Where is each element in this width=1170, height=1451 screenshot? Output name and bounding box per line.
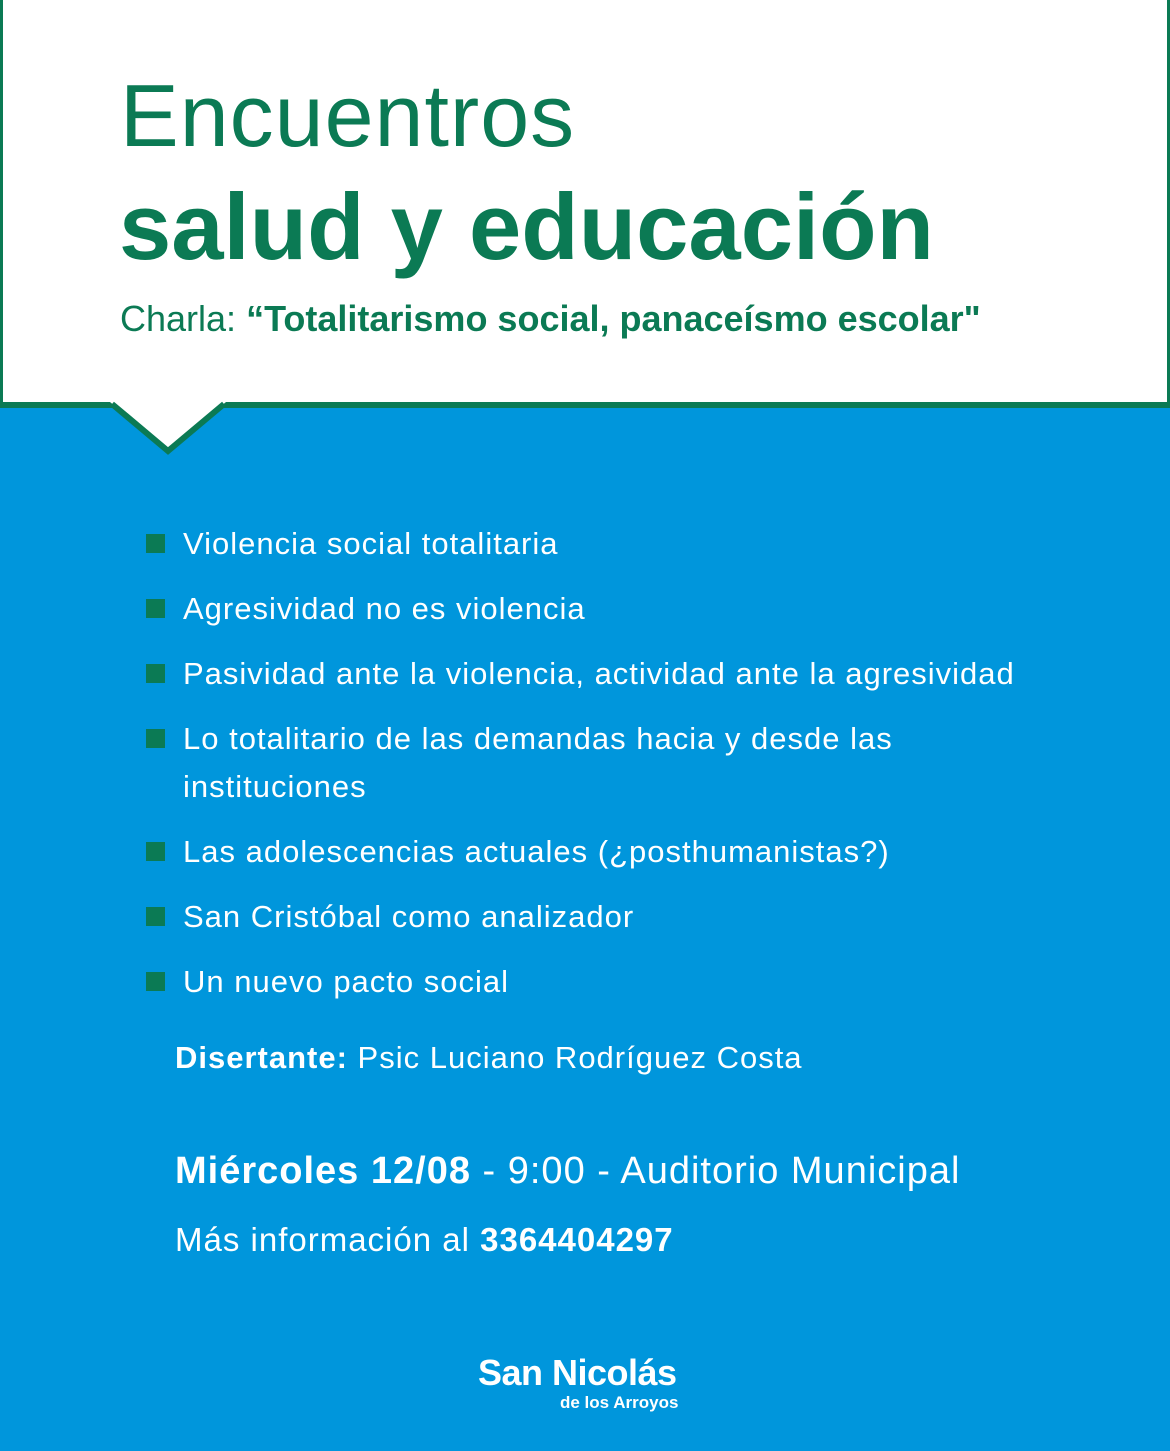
bullet-square-icon (146, 842, 165, 861)
subtitle-quote: “Totalitarismo social, panaceísmo escolar" (246, 298, 981, 339)
title-line-2: salud y educación (119, 174, 934, 279)
title-line-1: Encuentros (120, 66, 576, 165)
info-line (175, 1217, 674, 1263)
topic-list (146, 520, 1126, 1023)
list-item (146, 650, 1126, 698)
topic-text: Lo totalitario de las demandas hacia y desde las instituciones (183, 721, 893, 804)
topic-text: San Cristóbal como analizador (183, 899, 635, 934)
event-line (175, 1146, 960, 1196)
list-item (146, 958, 1126, 1006)
topic-text: Un nuevo pacto social (183, 964, 510, 999)
speech-pointer (110, 400, 226, 456)
topic-text: Las adolescencias actuales (¿posthumanistas?) (183, 834, 890, 869)
bullet-square-icon (146, 534, 165, 553)
speaker-label: Disertante: (175, 1040, 348, 1075)
bullet-square-icon (146, 599, 165, 618)
logo-sub-text: de los Arroyos (560, 1393, 679, 1412)
bullet-square-icon (146, 664, 165, 683)
list-item (146, 893, 1126, 941)
san-nicolas-logo (478, 1352, 708, 1422)
bullet-square-icon (146, 729, 165, 748)
bullet-square-icon (146, 907, 165, 926)
speaker-line (175, 1036, 803, 1080)
header-panel (0, 0, 1170, 408)
topic-text: Pasividad ante la violencia, actividad ante la agresividad (183, 656, 1015, 691)
list-item (146, 585, 1126, 633)
event-details: - 9:00 - Auditorio Municipal (470, 1150, 961, 1192)
speaker-name: Psic Luciano Rodríguez Costa (347, 1040, 803, 1075)
topic-text: Agresividad no es violencia (183, 591, 586, 626)
topic-text: Violencia social totalitaria (183, 526, 559, 561)
event-date: Miércoles 12/08 (175, 1150, 471, 1192)
info-phone: 3364404297 (480, 1221, 674, 1258)
logo-main-text: San Nicolás (478, 1352, 677, 1393)
subtitle (120, 296, 981, 342)
list-item (146, 520, 1126, 568)
list-item (146, 715, 983, 811)
bullet-square-icon (146, 972, 165, 991)
list-item (146, 828, 1126, 876)
subtitle-label: Charla: (120, 298, 247, 339)
info-label: Más información al (175, 1221, 481, 1258)
